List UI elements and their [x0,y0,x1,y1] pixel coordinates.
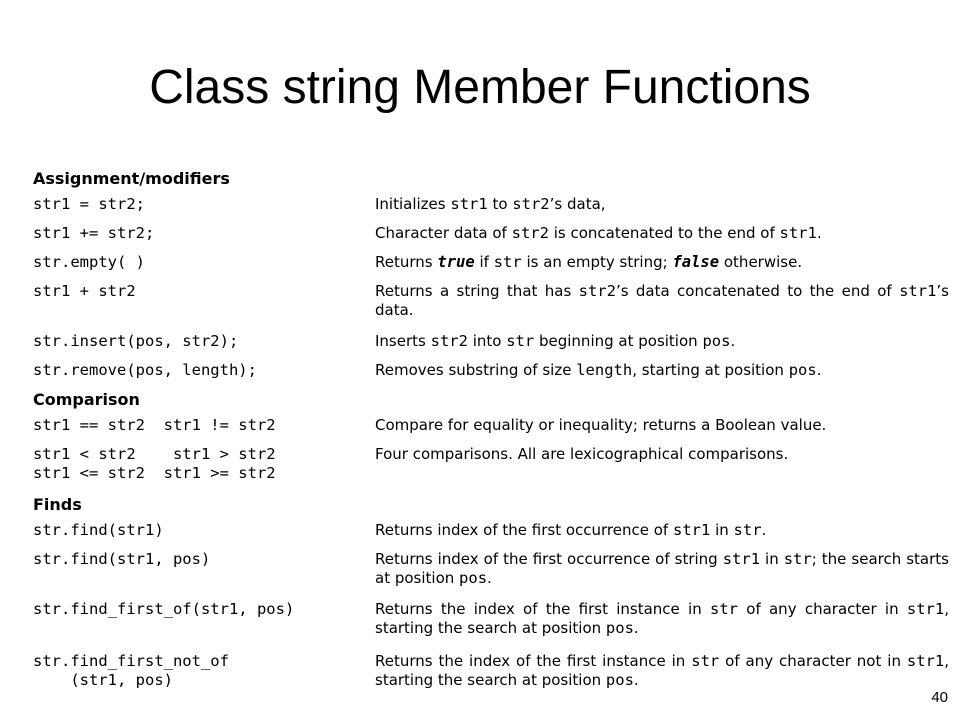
function-description: Four comparisons. All are lexicographical comparisons. [375,445,789,463]
section-heading-finds: Finds [33,495,82,514]
slide-title: Class string Member Functions [149,61,811,114]
function-signature: str.remove(pos, length); [33,361,257,379]
table-row [33,442,953,492]
function-description: Returns the index of the first instance in str of any character not in str1, starting the search at position pos. [375,652,950,689]
section-heading-comparison: Comparison [33,390,140,409]
function-description: Initializes str1 to str2’s data, [375,195,606,213]
table-row [33,358,953,387]
table-row [33,413,953,442]
member-functions-table [33,166,953,699]
function-signature: str.find(str1) [33,521,164,539]
table-row [33,329,953,358]
function-description: Returns a string that has str2’s data concatenated to the end of str1’s data. [375,282,949,319]
table-row [33,518,953,547]
table-row [33,192,953,221]
function-description: Returns true if str is an empty string; false otherwise. [375,253,803,271]
function-description: Returns the index of the first instance in str of any character in str1, starting the search at position pos. [375,600,949,637]
table-row [33,279,953,329]
function-description: Inserts str2 into str beginning at position pos. [375,332,736,350]
function-signature: str1 + str2 [33,282,136,300]
function-description: Returns index of the first occurrence of str1 in str. [375,521,767,539]
function-description: Removes substring of size length, starting at position pos. [375,361,822,379]
table-row [33,547,953,597]
function-signature: str1 += str2; [33,224,155,242]
function-signature: str.empty( ) [33,253,145,271]
table-row [33,649,953,699]
function-signature: str.find_first_of(str1, pos) [33,600,295,618]
function-description: Returns index of the first occurrence of string str1 in str; the search starts at position pos. [375,550,949,587]
function-signature: str.insert(pos, str2); [33,332,239,350]
function-description: Compare for equality or inequality; returns a Boolean value. [375,416,827,434]
function-signature: str1 < str2 str1 > str2 str1 <= str2 str1 >= str2 [33,445,276,482]
table-row [33,597,953,649]
section-heading-assignment: Assignment/modifiers [33,169,230,188]
function-signature: str.find(str1, pos) [33,550,211,568]
table-row [33,250,953,279]
table-row [33,221,953,250]
function-signature: str1 = str2; [33,195,145,213]
page-number: 40 [931,689,948,706]
function-signature: str1 == str2 str1 != str2 [33,416,276,434]
function-signature: str.find_first_not_of (str1, pos) [33,652,229,689]
function-description: Character data of str2 is concatenated to the end of str1. [375,224,822,242]
